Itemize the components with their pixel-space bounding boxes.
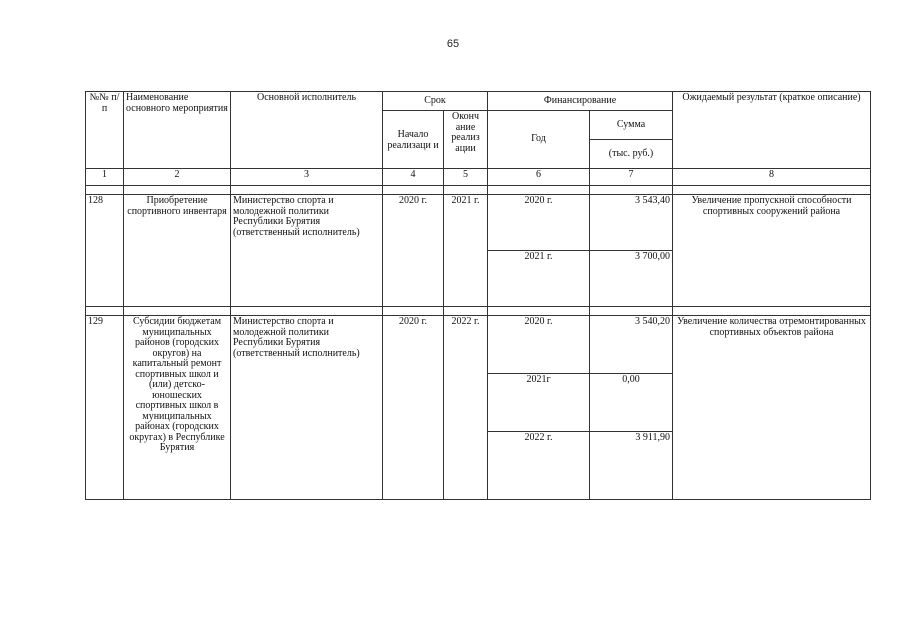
executor: Министерство спорта и молодежной политики Республики Бурятия (ответственный исполнитель)	[231, 195, 383, 307]
page-number: 65	[446, 38, 460, 50]
header-activity-name: Наименование основного мероприятия	[124, 92, 231, 169]
header-executor: Основной исполнитель	[231, 92, 383, 169]
table-row	[86, 195, 871, 251]
header-expected-result: Ожидаемый результат (краткое описание)	[673, 92, 871, 169]
header-year: Год	[488, 111, 590, 169]
activity-name: Субсидии бюджетам муниципальных районов (городских округов) на капитальный ремонт спортивных школ и (или) детско-юношеских спортивных школ в муниципальных районах (городских округах) в Республике Бурятия	[124, 316, 231, 500]
column-number: 8	[673, 169, 871, 186]
financing-sum: 3 911,90	[590, 432, 673, 500]
start-date: 2020 г.	[383, 316, 444, 500]
table-row	[86, 316, 871, 374]
activity-name: Приобретение спортивного инвентаря	[124, 195, 231, 307]
expected-result: Увеличение пропускной способности спортивных сооружений района	[673, 195, 871, 307]
expected-result: Увеличение количества отремонтированных спортивных объектов района	[673, 316, 871, 500]
header-start: Начало реализаци и	[383, 111, 444, 169]
column-number: 1	[86, 169, 124, 186]
financing-sum: 3 700,00	[590, 251, 673, 307]
column-number: 7	[590, 169, 673, 186]
row-number: 129	[86, 316, 124, 500]
column-number: 4	[383, 169, 444, 186]
program-activities-table	[85, 91, 871, 500]
financing-year: 2021 г.	[488, 251, 590, 307]
financing-sum: 3 543,40	[590, 195, 673, 251]
spacer-row	[86, 307, 871, 316]
end-date: 2021 г.	[444, 195, 488, 307]
column-number: 5	[444, 169, 488, 186]
column-number: 2	[124, 169, 231, 186]
column-number: 6	[488, 169, 590, 186]
end-date: 2022 г.	[444, 316, 488, 500]
executor: Министерство спорта и молодежной политики Республики Бурятия (ответственный исполнитель)	[231, 316, 383, 500]
header-end: Оконч ание реализ ации	[444, 111, 488, 169]
start-date: 2020 г.	[383, 195, 444, 307]
financing-year: 2020 г.	[488, 316, 590, 374]
header-financing: Финансирование	[488, 92, 673, 111]
header-term: Срок	[383, 92, 488, 111]
financing-year: 2021г	[488, 374, 590, 432]
financing-year: 2020 г.	[488, 195, 590, 251]
financing-sum: 3 540,20	[590, 316, 673, 374]
header-number: №№ п/п	[86, 92, 124, 169]
column-numbers-row	[86, 169, 871, 186]
table-header-row	[86, 92, 871, 111]
row-number: 128	[86, 195, 124, 307]
header-sum: Сумма	[590, 111, 673, 140]
spacer-row	[86, 186, 871, 195]
financing-year: 2022 г.	[488, 432, 590, 500]
column-number: 3	[231, 169, 383, 186]
header-sum-unit: (тыс. руб.)	[590, 140, 673, 169]
financing-sum: 0,00	[590, 374, 673, 432]
